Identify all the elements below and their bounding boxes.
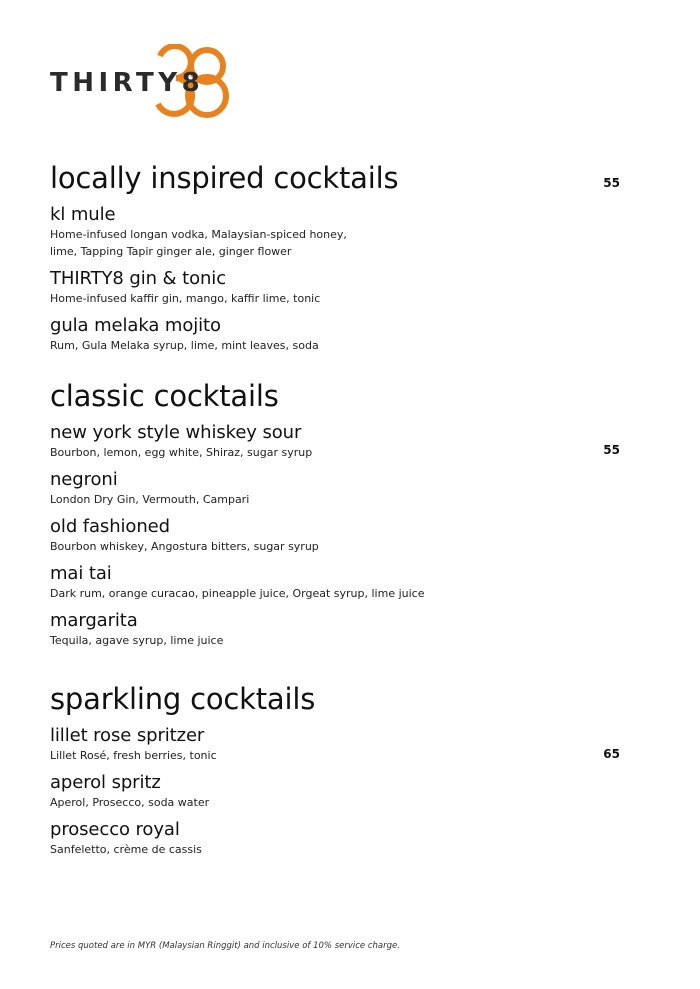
item-name: negroni	[50, 469, 118, 490]
section-price: 55	[603, 443, 620, 457]
logo-wordmark: THIRTY8	[50, 68, 205, 98]
menu-item	[50, 268, 650, 307]
item-description: Aperol, Prosecco, soda water	[50, 796, 210, 809]
menu-item	[50, 469, 650, 508]
section-title: classic cocktails	[50, 379, 279, 413]
menu-item	[50, 204, 650, 260]
item-description: Bourbon, lemon, egg white, Shiraz, sugar syrup	[50, 446, 313, 459]
item-description: Dark rum, orange curacao, pineapple juice, Orgeat syrup, lime juice	[50, 587, 425, 600]
menu-item	[50, 563, 650, 602]
section-sparkling	[50, 681, 650, 858]
item-description: Lillet Rosé, fresh berries, tonic	[50, 749, 217, 762]
item-description: Sanfeletto, crème de cassis	[50, 843, 202, 856]
item-name: prosecco royal	[50, 819, 180, 840]
item-name: gula melaka mojito	[50, 315, 221, 336]
section-price: 55	[603, 176, 620, 190]
menu-item	[50, 516, 650, 555]
item-description: Tequila, agave syrup, lime juice	[50, 634, 224, 647]
item-name: margarita	[50, 610, 138, 631]
item-description: London Dry Gin, Vermouth, Campari	[50, 493, 250, 506]
menu-item	[50, 819, 650, 858]
item-name: kl mule	[50, 204, 116, 225]
section-title: locally inspired cocktails	[50, 161, 399, 195]
price-footnote: Prices quoted are in MYR (Malaysian Ringgit) and inclusive of 10% service charge.	[50, 941, 400, 951]
section-locally-inspired	[50, 160, 650, 354]
item-name: mai tai	[50, 563, 112, 584]
thirty8-logo-mark	[50, 44, 250, 120]
item-description: Home-infused longan vodka, Malaysian-spiced honey, lime, Tapping Tapir ginger ale, ginger flower	[50, 228, 347, 258]
menu-item	[50, 772, 650, 811]
section-price: 65	[603, 747, 620, 761]
section-classic	[50, 378, 650, 649]
item-name: old fashioned	[50, 516, 170, 537]
menu-item	[50, 725, 650, 764]
item-description: Rum, Gula Melaka syrup, lime, mint leaves, soda	[50, 339, 319, 352]
item-name: new york style whiskey sour	[50, 422, 302, 443]
menu-item	[50, 315, 650, 354]
item-name: THIRTY8 gin & tonic	[50, 268, 226, 289]
item-description: Bourbon whiskey, Angostura bitters, sugar syrup	[50, 540, 319, 553]
brand-logo	[50, 44, 250, 120]
menu-item	[50, 610, 650, 649]
item-name: lillet rose spritzer	[50, 725, 205, 746]
item-name: aperol spritz	[50, 772, 161, 793]
menu-item	[50, 422, 650, 461]
section-title: sparkling cocktails	[50, 682, 316, 716]
item-description: Home-infused kaffir gin, mango, kaffir lime, tonic	[50, 292, 321, 305]
